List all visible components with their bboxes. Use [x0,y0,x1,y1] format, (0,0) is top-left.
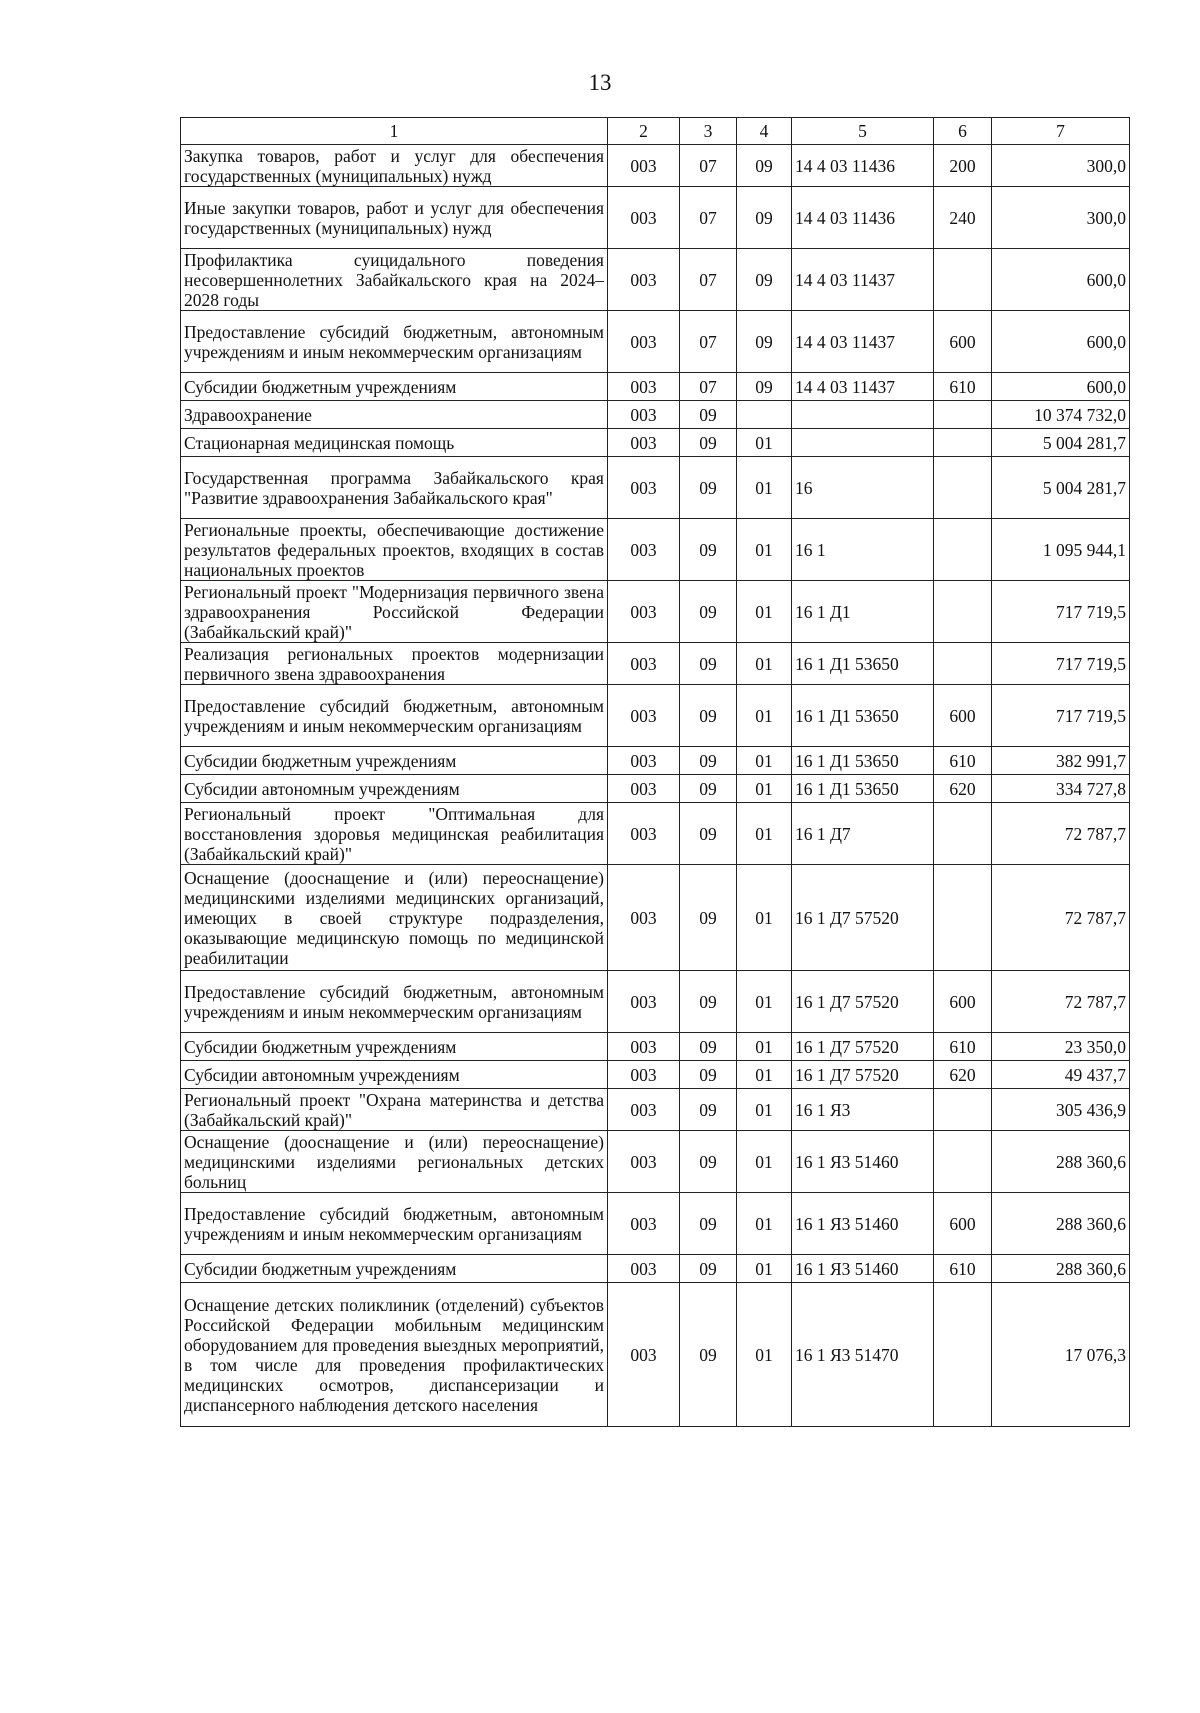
ministry-code-cell: 003 [608,249,680,311]
target-article-cell: 16 [792,457,934,519]
expense-type-cell: 620 [934,1061,992,1089]
target-article-cell: 16 1 Я3 [792,1089,934,1131]
table-row [181,401,1130,429]
ministry-code-cell: 003 [608,373,680,401]
ministry-code-cell: 003 [608,1255,680,1283]
subsection-code-cell: 01 [737,643,792,685]
expense-type-cell: 610 [934,747,992,775]
table-row [181,1089,1130,1131]
subsection-code-cell: 09 [737,145,792,187]
amount-cell: 23 350,0 [992,1033,1130,1061]
amount-cell: 600,0 [992,249,1130,311]
table-row [181,311,1130,373]
subsection-code-cell: 09 [737,311,792,373]
expense-type-cell [934,865,992,971]
target-article-cell: 16 1 Я3 51460 [792,1193,934,1255]
amount-cell: 600,0 [992,311,1130,373]
ministry-code-cell: 003 [608,971,680,1033]
section-code-cell: 09 [680,865,737,971]
page-number: 13 [588,70,612,95]
section-code-cell: 07 [680,311,737,373]
table-row [181,775,1130,803]
section-code-cell: 09 [680,1193,737,1255]
row-name-cell: Субсидии автономным учреждениям [181,1061,608,1089]
section-code-cell: 07 [680,249,737,311]
table-row [181,1033,1130,1061]
ministry-code-cell: 003 [608,1089,680,1131]
row-name-cell: Государственная программа Забайкальского края "Развитие здравоохранения Забайкальского края" [181,457,608,519]
expense-type-cell [934,1131,992,1193]
target-article-cell: 14 4 03 11436 [792,145,934,187]
amount-cell: 717 719,5 [992,685,1130,747]
section-code-cell: 07 [680,145,737,187]
table-row [181,803,1130,865]
ministry-code-cell: 003 [608,865,680,971]
section-code-cell: 09 [680,643,737,685]
subsection-code-cell: 09 [737,187,792,249]
target-article-cell: 16 1 Д1 [792,581,934,643]
amount-cell: 717 719,5 [992,581,1130,643]
ministry-code-cell: 003 [608,311,680,373]
target-article-cell: 16 1 [792,519,934,581]
target-article-cell: 16 1 Я3 51460 [792,1255,934,1283]
expense-type-cell [934,249,992,311]
table-body [181,145,1130,1427]
subsection-code-cell: 01 [737,1131,792,1193]
section-code-cell: 09 [680,1255,737,1283]
row-name-cell: Здравоохранение [181,401,608,429]
expense-type-cell: 610 [934,1255,992,1283]
amount-cell: 288 360,6 [992,1131,1130,1193]
target-article-cell: 16 1 Д1 53650 [792,747,934,775]
expense-type-cell: 600 [934,311,992,373]
ministry-code-cell: 003 [608,643,680,685]
row-name-cell: Субсидии бюджетным учреждениям [181,373,608,401]
section-code-cell: 09 [680,401,737,429]
row-name-cell: Предоставление субсидий бюджетным, автономным учреждениям и иным некоммерческим организациям [181,685,608,747]
target-article-cell: 16 1 Д7 57520 [792,1061,934,1089]
row-name-cell: Профилактика суицидального поведения несовершеннолетних Забайкальского края на 2024–2028 годы [181,249,608,311]
header-cell-5: 5 [792,118,934,145]
row-name-cell: Субсидии автономным учреждениям [181,775,608,803]
section-code-cell: 09 [680,775,737,803]
amount-cell: 49 437,7 [992,1061,1130,1089]
subsection-code-cell: 09 [737,249,792,311]
header-cell-7: 7 [992,118,1130,145]
table-row [181,1283,1130,1427]
header-cell-6: 6 [934,118,992,145]
row-name-cell: Субсидии бюджетным учреждениям [181,1033,608,1061]
expense-type-cell [934,643,992,685]
target-article-cell: 14 4 03 11437 [792,311,934,373]
ministry-code-cell: 003 [608,803,680,865]
table-row [181,581,1130,643]
section-code-cell: 09 [680,685,737,747]
subsection-code-cell: 01 [737,747,792,775]
expense-type-cell: 610 [934,1033,992,1061]
row-name-cell: Иные закупки товаров, работ и услуг для обеспечения государственных (муниципальных) нужд [181,187,608,249]
amount-cell: 600,0 [992,373,1130,401]
table-row [181,1061,1130,1089]
target-article-cell: 14 4 03 11437 [792,373,934,401]
section-code-cell: 09 [680,1131,737,1193]
row-name-cell: Региональный проект "Модернизация первичного звена здравоохранения Российской Федерации (Забайкальский край)" [181,581,608,643]
amount-cell: 717 719,5 [992,643,1130,685]
table-row [181,643,1130,685]
target-article-cell [792,401,934,429]
expense-type-cell [934,1283,992,1427]
header-cell-1: 1 [181,118,608,145]
ministry-code-cell: 003 [608,187,680,249]
row-name-cell: Предоставление субсидий бюджетным, автономным учреждениям и иным некоммерческим организациям [181,311,608,373]
table-row [181,1193,1130,1255]
target-article-cell [792,429,934,457]
target-article-cell: 16 1 Я3 51460 [792,1131,934,1193]
expense-type-cell [934,803,992,865]
subsection-code-cell: 01 [737,429,792,457]
section-code-cell: 09 [680,457,737,519]
subsection-code-cell: 01 [737,803,792,865]
subsection-code-cell: 01 [737,775,792,803]
subsection-code-cell: 01 [737,685,792,747]
expense-type-cell: 610 [934,373,992,401]
row-name-cell: Предоставление субсидий бюджетным, автономным учреждениям и иным некоммерческим организациям [181,971,608,1033]
amount-cell: 72 787,7 [992,971,1130,1033]
ministry-code-cell: 003 [608,145,680,187]
subsection-code-cell: 01 [737,1255,792,1283]
section-code-cell: 09 [680,1089,737,1131]
amount-cell: 72 787,7 [992,865,1130,971]
row-name-cell: Стационарная медицинская помощь [181,429,608,457]
table-row [181,865,1130,971]
target-article-cell: 16 1 Д1 53650 [792,685,934,747]
amount-cell: 10 374 732,0 [992,401,1130,429]
ministry-code-cell: 003 [608,401,680,429]
section-code-cell: 09 [680,1061,737,1089]
expense-type-cell [934,519,992,581]
table-row [181,1131,1130,1193]
ministry-code-cell: 003 [608,581,680,643]
row-name-cell: Реализация региональных проектов модернизации первичного звена здравоохранения [181,643,608,685]
row-name-cell: Региональные проекты, обеспечивающие достижение результатов федеральных проектов, входящих в состав национальных проектов [181,519,608,581]
expense-type-cell: 600 [934,1193,992,1255]
section-code-cell: 09 [680,971,737,1033]
subsection-code-cell: 01 [737,1061,792,1089]
section-code-cell: 09 [680,581,737,643]
header-cell-2: 2 [608,118,680,145]
row-name-cell: Оснащение (дооснащение и (или) переоснащение) медицинскими изделиями региональных детских больниц [181,1131,608,1193]
ministry-code-cell: 003 [608,747,680,775]
table-row [181,187,1130,249]
amount-cell: 334 727,8 [992,775,1130,803]
row-name-cell: Закупка товаров, работ и услуг для обеспечения государственных (муниципальных) нужд [181,145,608,187]
subsection-code-cell: 01 [737,457,792,519]
expense-type-cell: 240 [934,187,992,249]
expense-type-cell [934,401,992,429]
amount-cell: 382 991,7 [992,747,1130,775]
target-article-cell: 16 1 Я3 51470 [792,1283,934,1427]
ministry-code-cell: 003 [608,519,680,581]
subsection-code-cell: 09 [737,373,792,401]
section-code-cell: 09 [680,803,737,865]
row-name-cell: Субсидии бюджетным учреждениям [181,747,608,775]
section-code-cell: 07 [680,187,737,249]
ministry-code-cell: 003 [608,775,680,803]
header-cell-3: 3 [680,118,737,145]
ministry-code-cell: 003 [608,1193,680,1255]
table-row [181,747,1130,775]
expense-type-cell [934,1089,992,1131]
row-name-cell: Предоставление субсидий бюджетным, автономным учреждениям и иным некоммерческим организациям [181,1193,608,1255]
section-code-cell: 09 [680,1283,737,1427]
target-article-cell: 16 1 Д7 57520 [792,1033,934,1061]
expense-type-cell: 620 [934,775,992,803]
target-article-cell: 14 4 03 11437 [792,249,934,311]
header-row [181,118,1130,145]
amount-cell: 1 095 944,1 [992,519,1130,581]
ministry-code-cell: 003 [608,429,680,457]
section-code-cell: 07 [680,373,737,401]
ministry-code-cell: 003 [608,1131,680,1193]
ministry-code-cell: 003 [608,1033,680,1061]
table-row [181,249,1130,311]
subsection-code-cell: 01 [737,1283,792,1427]
target-article-cell: 16 1 Д7 [792,803,934,865]
ministry-code-cell: 003 [608,685,680,747]
expense-type-cell: 600 [934,685,992,747]
table-row [181,971,1130,1033]
subsection-code-cell: 01 [737,1089,792,1131]
subsection-code-cell: 01 [737,865,792,971]
expense-type-cell [934,457,992,519]
amount-cell: 288 360,6 [992,1255,1130,1283]
target-article-cell: 14 4 03 11436 [792,187,934,249]
row-name-cell: Оснащение детских поликлиник (отделений) субъектов Российской Федерации мобильным медицинским оборудованием для проведения выездных мероприятий, в том числе для проведения профилактических медицинских осмотров, диспансеризации и диспансерного наблюдения детского населения [181,1283,608,1427]
ministry-code-cell: 003 [608,1061,680,1089]
subsection-code-cell: 01 [737,1193,792,1255]
row-name-cell: Субсидии бюджетным учреждениям [181,1255,608,1283]
row-name-cell: Региональный проект "Охрана материнства и детства (Забайкальский край)" [181,1089,608,1131]
table-row [181,457,1130,519]
amount-cell: 305 436,9 [992,1089,1130,1131]
target-article-cell: 16 1 Д7 57520 [792,865,934,971]
table-row [181,1255,1130,1283]
table-row [181,373,1130,401]
subsection-code-cell: 01 [737,1033,792,1061]
amount-cell: 288 360,6 [992,1193,1130,1255]
row-name-cell: Региональный проект "Оптимальная для восстановления здоровья медицинская реабилитация (Забайкальский край)" [181,803,608,865]
section-code-cell: 09 [680,747,737,775]
section-code-cell: 09 [680,1033,737,1061]
amount-cell: 17 076,3 [992,1283,1130,1427]
table-row [181,429,1130,457]
subsection-code-cell [737,401,792,429]
amount-cell: 72 787,7 [992,803,1130,865]
amount-cell: 300,0 [992,145,1130,187]
table-row [181,519,1130,581]
row-name-cell: Оснащение (дооснащение и (или) переоснащение) медицинскими изделиями медицинских организаций, имеющих в своей структуре подразделения, оказывающие медицинскую помощь по медицинской реабилитации [181,865,608,971]
table-row [181,685,1130,747]
expense-type-cell: 200 [934,145,992,187]
expense-type-cell [934,429,992,457]
expense-type-cell: 600 [934,971,992,1033]
target-article-cell: 16 1 Д1 53650 [792,643,934,685]
ministry-code-cell: 003 [608,1283,680,1427]
section-code-cell: 09 [680,429,737,457]
subsection-code-cell: 01 [737,519,792,581]
table-row [181,145,1130,187]
subsection-code-cell: 01 [737,971,792,1033]
amount-cell: 5 004 281,7 [992,429,1130,457]
ministry-code-cell: 003 [608,457,680,519]
section-code-cell: 09 [680,519,737,581]
amount-cell: 300,0 [992,187,1130,249]
amount-cell: 5 004 281,7 [992,457,1130,519]
subsection-code-cell: 01 [737,581,792,643]
budget-table [180,117,1130,1427]
target-article-cell: 16 1 Д1 53650 [792,775,934,803]
expense-type-cell [934,581,992,643]
header-cell-4: 4 [737,118,792,145]
target-article-cell: 16 1 Д7 57520 [792,971,934,1033]
